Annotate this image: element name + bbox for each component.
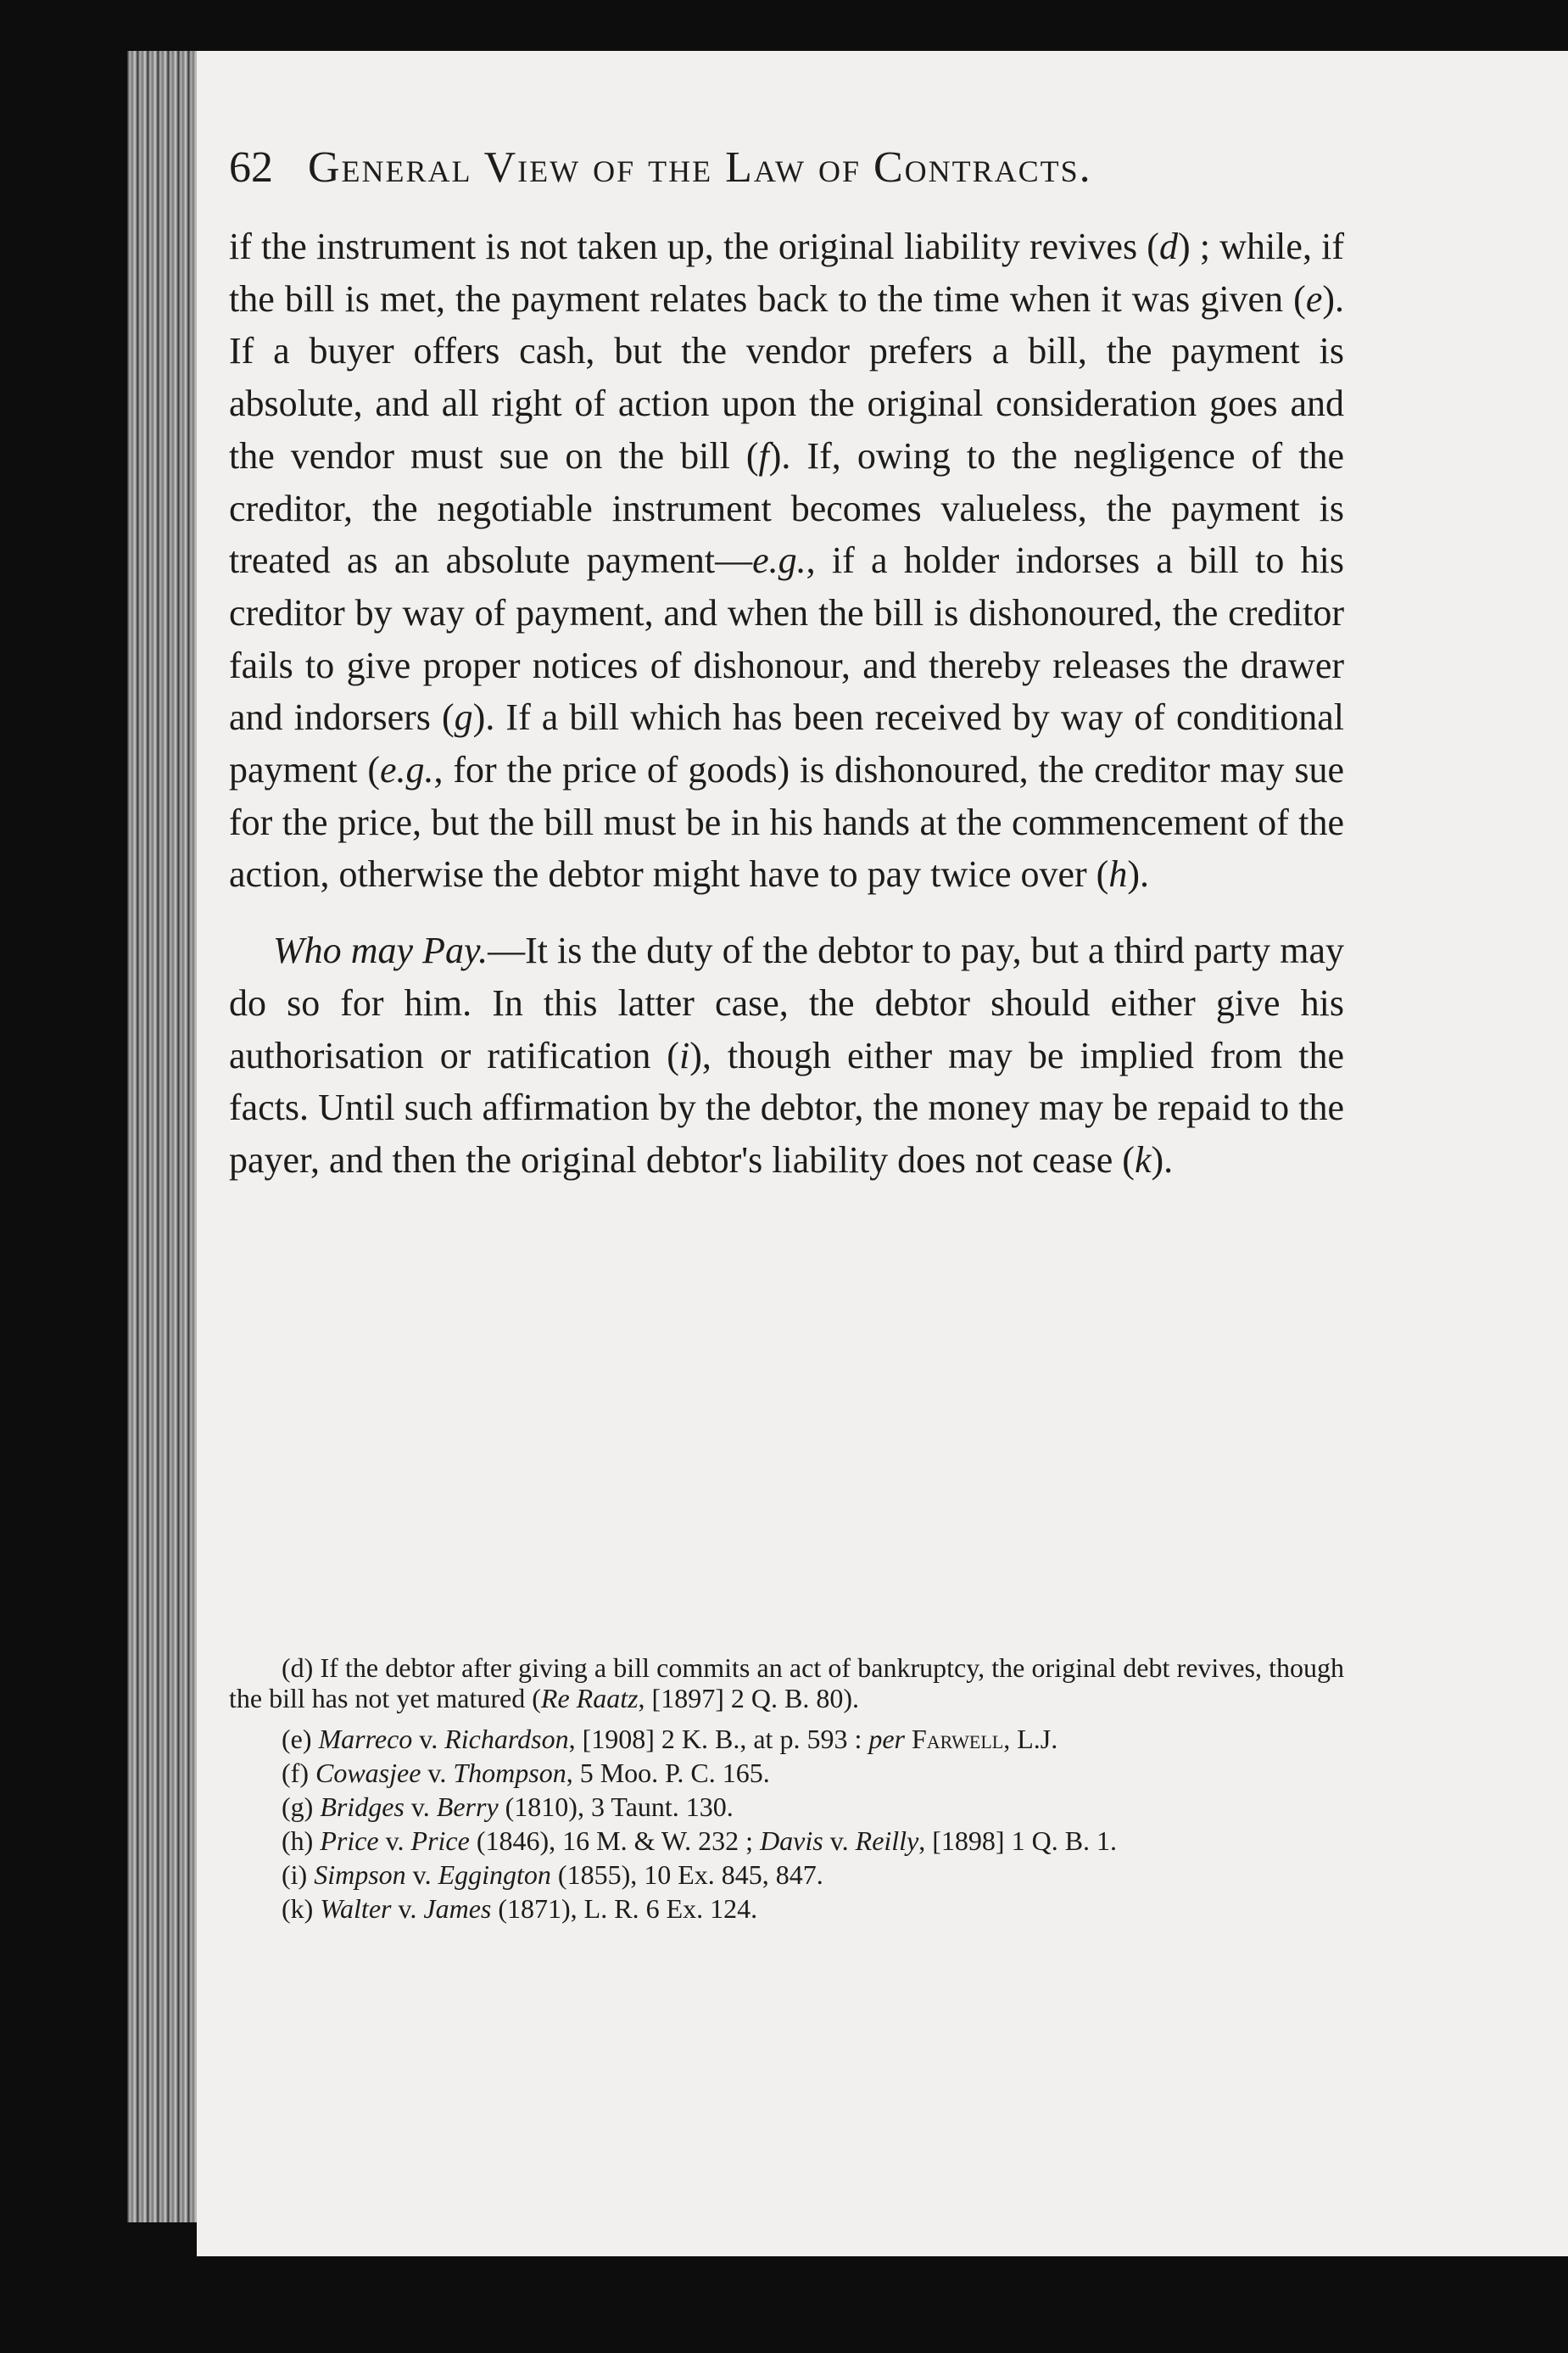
text-run: , [1908] 2 K. B., at p. 593 : <box>568 1724 869 1754</box>
footnote-mark: (e) <box>282 1724 312 1754</box>
paragraph-payment-by-bill <box>229 221 1344 901</box>
party-name: Simpson <box>314 1859 406 1890</box>
page-header <box>229 143 1357 219</box>
party-name: Eggington <box>438 1859 551 1890</box>
party-name: Thompson <box>453 1758 566 1788</box>
footnote-mark: (f) <box>282 1758 309 1788</box>
per-word: per <box>868 1724 905 1754</box>
text-run: ), though either may be implied from the facts. Until such affirmation by the debtor, the money may be repaid to the payer, and then the original debtor's liability does not cease ( <box>229 1034 1345 1181</box>
abbrev-eg: e.g. <box>380 749 434 791</box>
footnote-ref-d: d <box>1158 226 1178 267</box>
text-run: ). If a buyer offers cash, but the vendor prefers a bill, the payment is absolute, and all right of action upon the original consideration goes and the vendor must sue on the bill ( <box>229 277 1344 477</box>
footnote-k <box>229 1893 1344 1924</box>
footnote-f <box>229 1758 1344 1788</box>
paragraph-who-may-pay <box>229 925 1344 1187</box>
running-title: General View of the Law of Contracts. <box>308 143 1092 192</box>
versus: v. <box>378 1825 411 1856</box>
text-run: , [1898] 1 Q. B. 1. <box>918 1825 1118 1856</box>
footnote-ref-e: e <box>1305 277 1323 320</box>
footnote-mark: (g) <box>282 1791 314 1822</box>
versus: v. <box>421 1758 454 1788</box>
abbrev-eg: e.g. <box>752 539 806 582</box>
footnote-ref-k: k <box>1134 1138 1152 1181</box>
text-run: , 5 Moo. P. C. 165. <box>566 1758 770 1788</box>
footnote-ref-g: g <box>454 696 473 739</box>
footnote-ref-h: h <box>1108 853 1128 896</box>
footnote-mark: (k) <box>282 1893 314 1924</box>
party-name: Walter <box>320 1893 392 1924</box>
footnote-mark: (d) <box>282 1652 314 1683</box>
section-heading-who-may-pay: Who may Pay. <box>273 930 488 972</box>
text-run: If the debtor after giving a bill commits an act of bankruptcy, the original debt revives, though the bill has not yet matured ( <box>229 1652 1345 1713</box>
footnote-g <box>229 1791 1344 1822</box>
versus: v. <box>823 1825 856 1856</box>
party-name: Richardson <box>444 1724 569 1754</box>
footnote-d <box>229 1652 1344 1713</box>
page-number: 62 <box>229 143 273 192</box>
party-name: Berry <box>436 1791 499 1822</box>
party-name: Price <box>320 1825 379 1856</box>
text-run: , [1897] 2 Q. B. 80). <box>638 1683 859 1713</box>
footnote-i <box>229 1859 1344 1890</box>
versus: v. <box>404 1791 437 1822</box>
footnote-mark: (h) <box>282 1825 314 1856</box>
text-run: (1846), 16 M. & W. 232 ; <box>469 1825 761 1856</box>
footnote-mark: (i) <box>282 1859 308 1890</box>
text-run: —It is the duty of the debtor to pay, but a third party may do so for him. In this latter case, the debtor should either give his authorisation or ratification ( <box>229 930 1344 1076</box>
footnote-h <box>229 1825 1344 1856</box>
text-run: if the instrument is not taken up, the original liability revives ( <box>229 226 1159 267</box>
book-spine-edge <box>127 51 204 2222</box>
versus: v. <box>391 1893 424 1924</box>
party-name: James <box>423 1893 492 1924</box>
party-name: Reilly <box>855 1825 919 1856</box>
party-name: Bridges <box>320 1791 405 1822</box>
text-run: ). If a bill which has been received by way of conditional payment ( <box>229 696 1344 791</box>
body-text <box>229 221 1344 1187</box>
party-name: Price <box>410 1825 470 1856</box>
text-run: ). <box>1127 853 1149 896</box>
text-run: ). <box>1151 1138 1174 1181</box>
party-name: Marreco <box>318 1724 413 1754</box>
footnotes <box>229 1652 1344 1924</box>
text-run: , for the price of goods) is dishonoured, the creditor may sue for the price, but the bill must be in his hands at the commencement of the action, otherwise the debtor might have to pay twice over ( <box>229 749 1344 896</box>
text-run: ) ; while, if the bill is met, the payment relates back to the time when it was given ( <box>229 226 1345 320</box>
text-run: ). If, owing to the negligence of the creditor, the negotiable instrument becomes valueless, the payment is treated as an absolute payment— <box>229 434 1344 582</box>
party-name: Davis <box>760 1825 823 1856</box>
text-run: (1855), 10 Ex. 845, 847. <box>550 1859 823 1890</box>
versus: v. <box>412 1724 445 1754</box>
party-name: Cowasjee <box>315 1758 421 1788</box>
text-run: , if a holder indorses a bill to his creditor by way of payment, and when the bill is dishonoured, the creditor fails to give proper notices of dishonour, and thereby releases the drawer and indorsers ( <box>229 539 1344 739</box>
text-run: (1871), L. R. 6 Ex. 124. <box>491 1893 758 1924</box>
case-name: Re Raatz <box>540 1683 639 1713</box>
footnote-ref-i: i <box>678 1034 690 1076</box>
footnote-e <box>229 1724 1344 1754</box>
judge-name: Farwell, L.J. <box>911 1724 1058 1754</box>
footnote-ref-f: f <box>758 434 769 477</box>
text-run: (1810), 3 Taunt. 130. <box>498 1791 734 1822</box>
versus: v. <box>405 1859 438 1890</box>
